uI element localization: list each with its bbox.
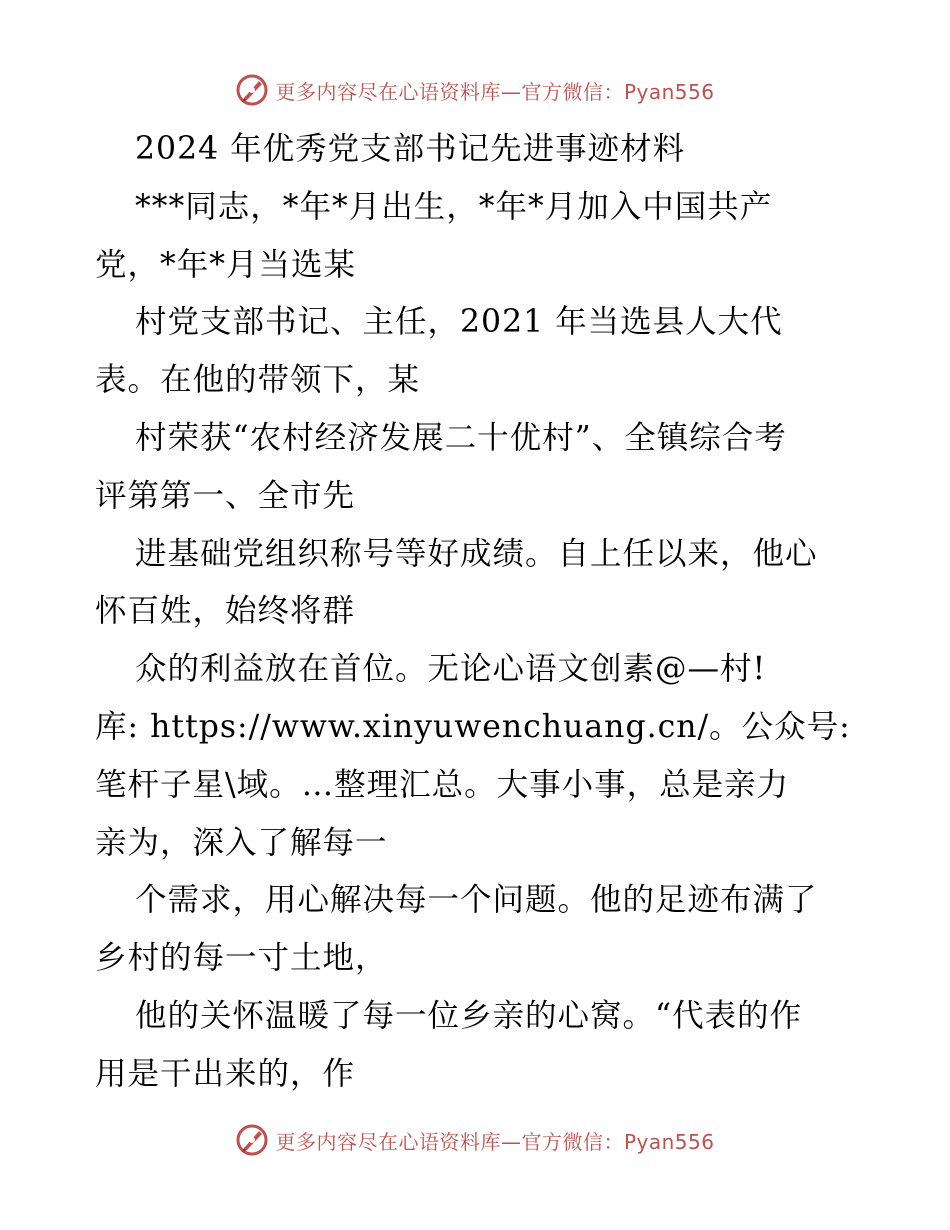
paragraph-line: 众的利益放在首位。无论心语文创素@—村!	[135, 651, 767, 688]
paragraph-line: 个需求，用心解决每一个问题。他的足迹布满了	[135, 882, 818, 919]
paragraph-line: 村荣获“农村经济发展二十优村”、全镇综合考	[135, 419, 787, 456]
paragraph-line: 党，*年*月当选某	[95, 246, 357, 283]
paragraph-line: 乡村的每一寸土地，	[95, 940, 388, 977]
footer-banner-text: 更多内容尽在心语资料库—官方微信：Pyan556	[275, 1129, 715, 1154]
quill-pen-logo-icon	[235, 1123, 269, 1157]
paragraph-line: 亲为，深入了解每一	[95, 824, 388, 861]
header-banner	[0, 70, 950, 110]
paragraph-line: 笔杆子星\域。…整理汇总。大事小事，总是亲力	[95, 766, 790, 803]
footer-banner	[0, 1120, 950, 1160]
paragraph-line: 村党支部书记、主任，2021 年当选县人大代	[135, 304, 783, 341]
paragraph-line: 库: https://www.xinyuwenchuang.cn/。公众号:	[95, 708, 851, 745]
document-body	[95, 121, 855, 1104]
paragraph-line: 表。在他的带领下，某	[95, 362, 421, 399]
quill-pen-logo-icon	[235, 73, 269, 107]
document-title: 2024 年优秀党支部书记先进事迹材料	[135, 131, 686, 167]
paragraph-line: 用是干出来的，作	[95, 1055, 356, 1092]
paragraph-line: ***同志，*年*月出生，*年*月加入中国共产	[135, 188, 773, 225]
header-banner-text: 更多内容尽在心语资料库—官方微信：Pyan556	[275, 79, 715, 104]
paragraph-line: 评第第一、全市先	[95, 477, 356, 514]
paragraph-line: 他的关怀温暖了每一位乡亲的心窝。“代表的作	[135, 997, 803, 1034]
paragraph-line: 进基础党组织称号等好成绩。自上任以来，他心	[135, 535, 818, 572]
paragraph-line: 怀百姓，始终将群	[95, 593, 356, 630]
